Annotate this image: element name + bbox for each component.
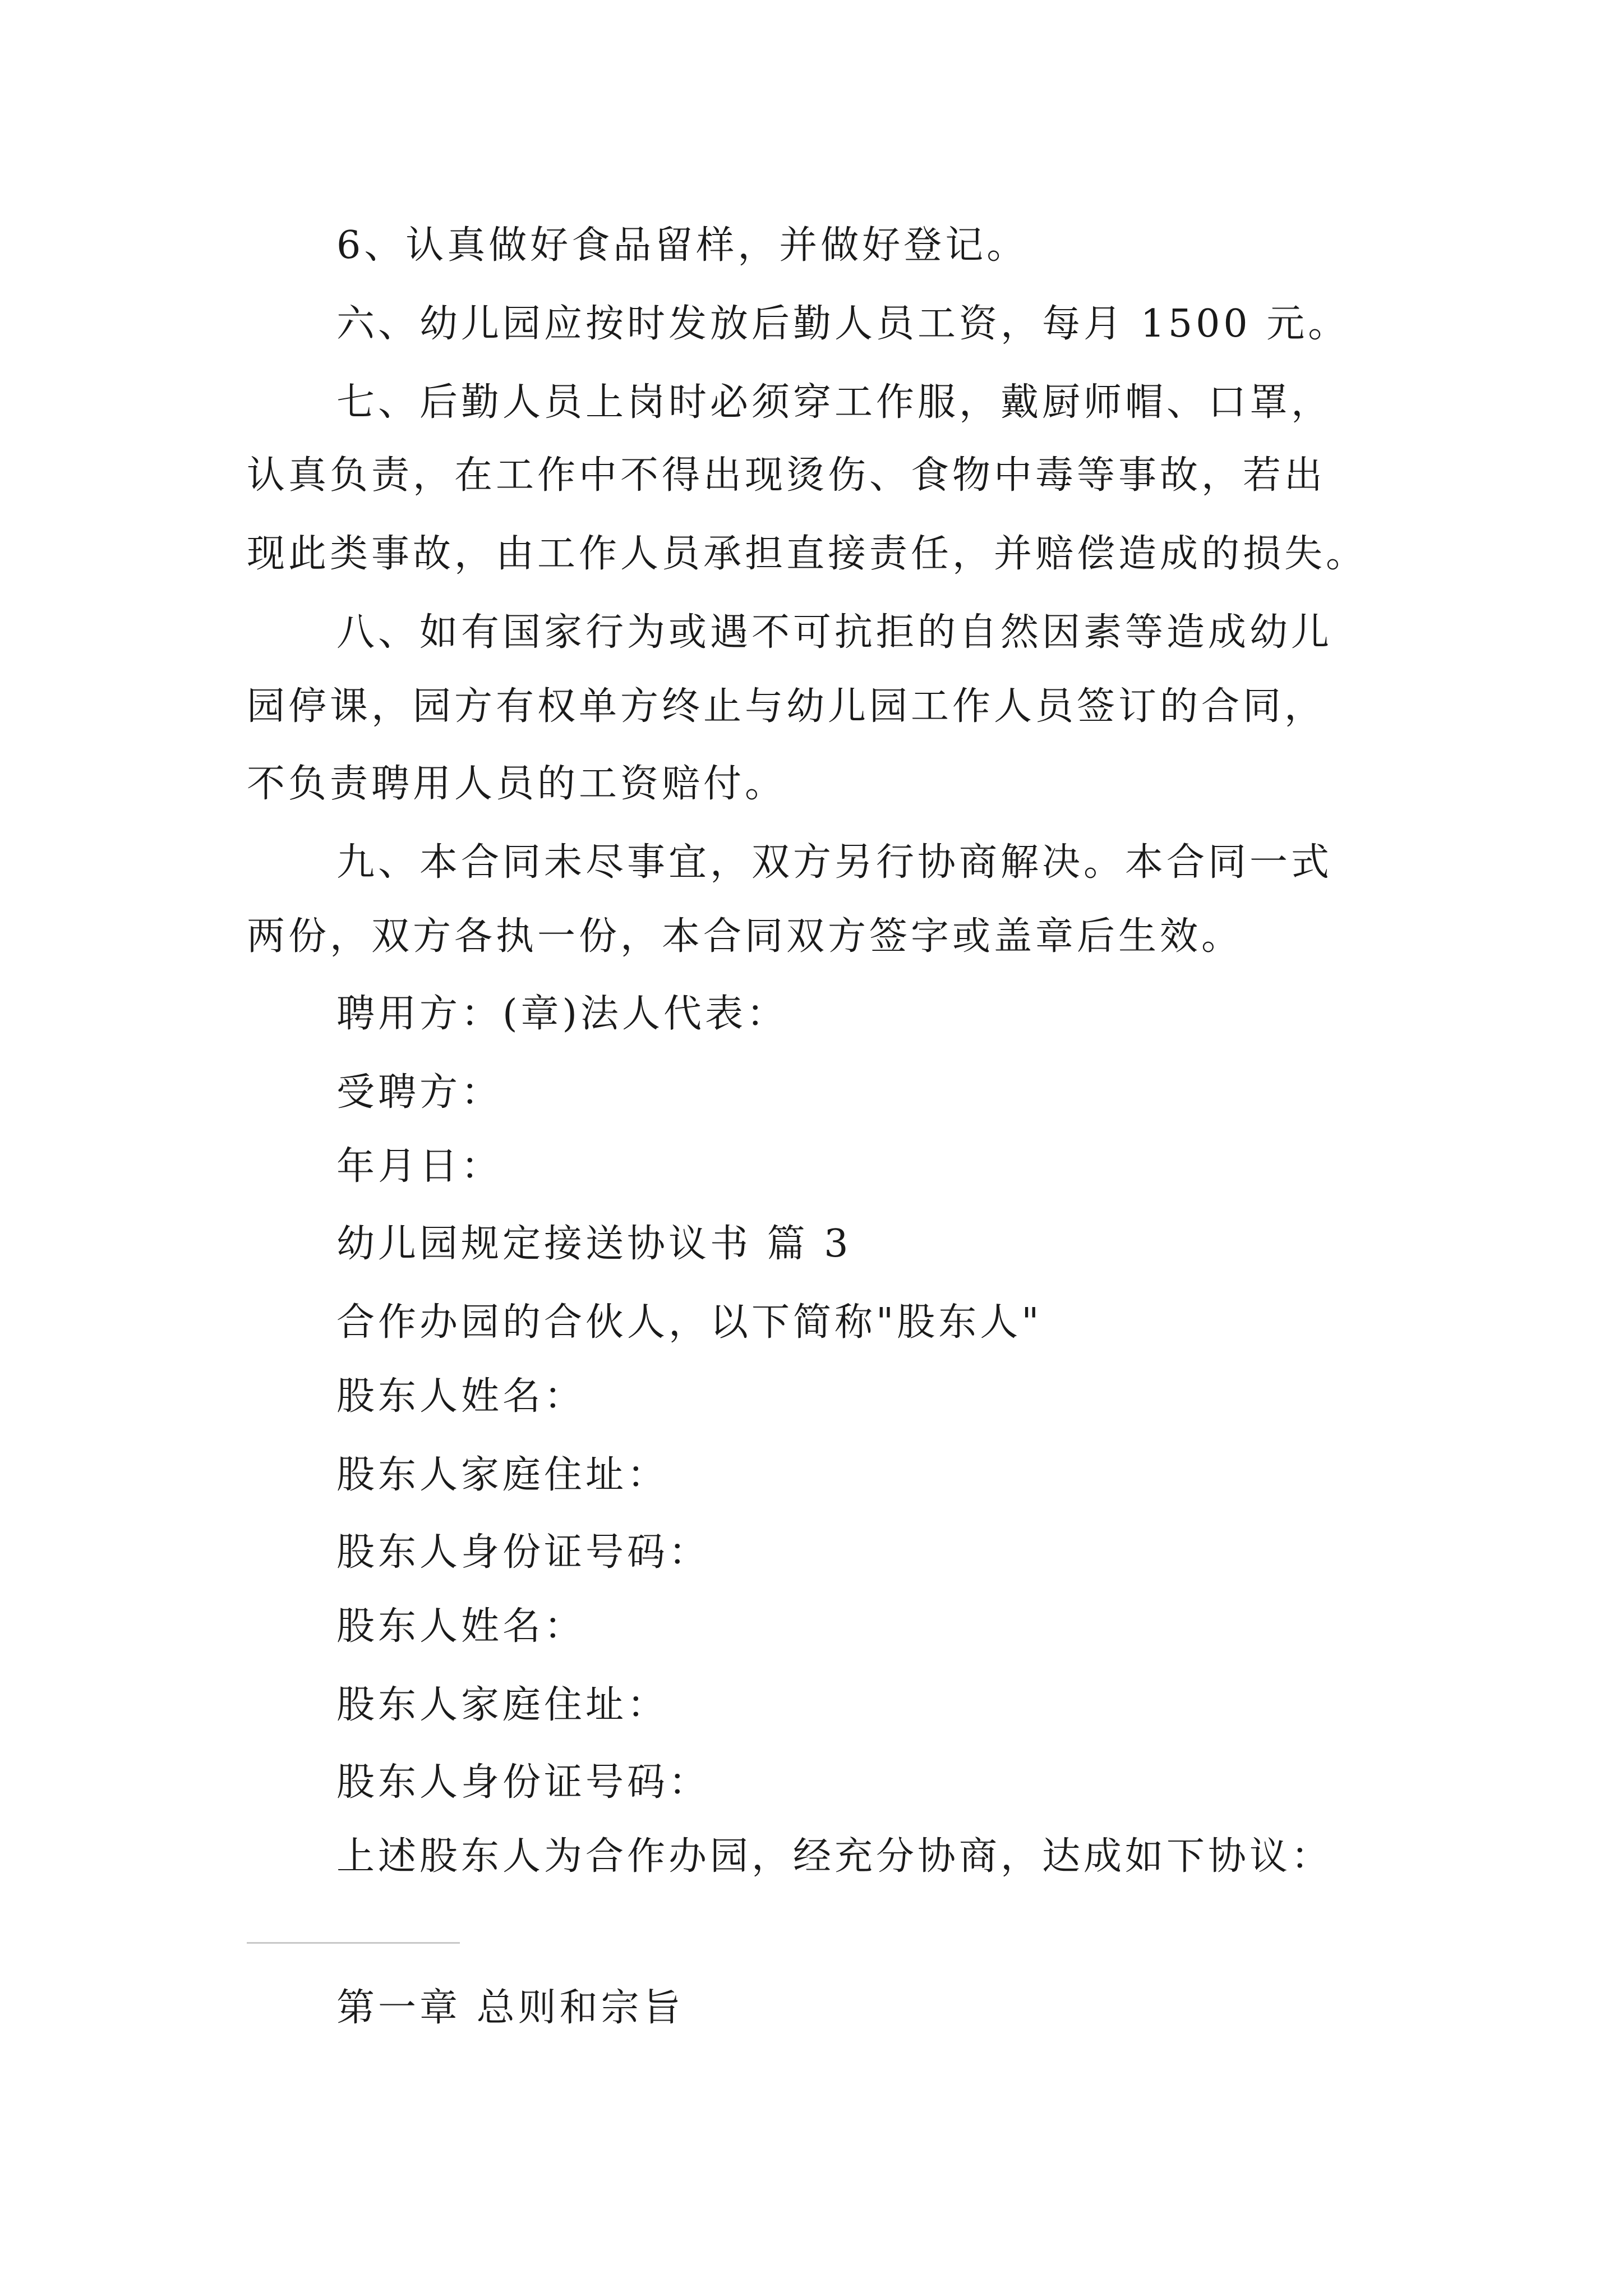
paragraph-line: 八、如有国家行为或遇不可抗拒的自然因素等造成幼儿 <box>336 610 1333 655</box>
field-line: 股东人身份证号码： <box>336 1760 711 1805</box>
field-line: 股东人身份证号码： <box>336 1530 711 1575</box>
paragraph-line: 6、认真做好食品留样，并做好登记。 <box>336 223 1029 268</box>
paragraph-line: 认真负责，在工作中不得出现烫伤、食物中毒等事故，若出 <box>247 453 1326 498</box>
divider <box>247 1942 460 1944</box>
field-line: 股东人姓名： <box>336 1374 586 1419</box>
paragraph-line: 九、本合同未尽事宜，双方另行协商解决。本合同一式 <box>336 840 1333 885</box>
signature-line: 聘用方：(章)法人代表： <box>336 992 789 1036</box>
chapter-heading: 第一章 总则和宗旨 <box>336 1986 684 2030</box>
paragraph-line: 七、后勤人员上岗时必须穿工作服，戴厨师帽、口罩， <box>336 380 1333 425</box>
paragraph-line: 不负责聘用人员的工资赔付。 <box>247 762 787 806</box>
signature-line: 受聘方： <box>336 1070 503 1115</box>
paragraph-line: 园停课，园方有权单方终止与幼儿园工作人员签订的合同， <box>247 684 1326 729</box>
paragraph-line: 两份，双方各执一份，本合同双方签字或盖章后生效。 <box>247 914 1243 959</box>
date-line: 年月日： <box>336 1144 503 1189</box>
paragraph-line: 合作办园的合伙人，以下简称"股东人" <box>336 1300 1043 1345</box>
field-line: 股东人姓名： <box>336 1604 586 1649</box>
field-line: 股东人家庭住址： <box>336 1683 669 1727</box>
paragraph-line: 六、幼儿园应按时发放后勤人员工资，每月 1500 元。 <box>336 302 1350 346</box>
section-heading: 幼儿园规定接送协议书 篇 3 <box>336 1222 852 1266</box>
paragraph-line: 上述股东人为合作办园，经充分协商，达成如下协议： <box>336 1834 1333 1879</box>
field-line: 股东人家庭住址： <box>336 1453 669 1497</box>
paragraph-line: 现此类事故，由工作人员承担直接责任，并赔偿造成的损失。 <box>247 532 1368 576</box>
